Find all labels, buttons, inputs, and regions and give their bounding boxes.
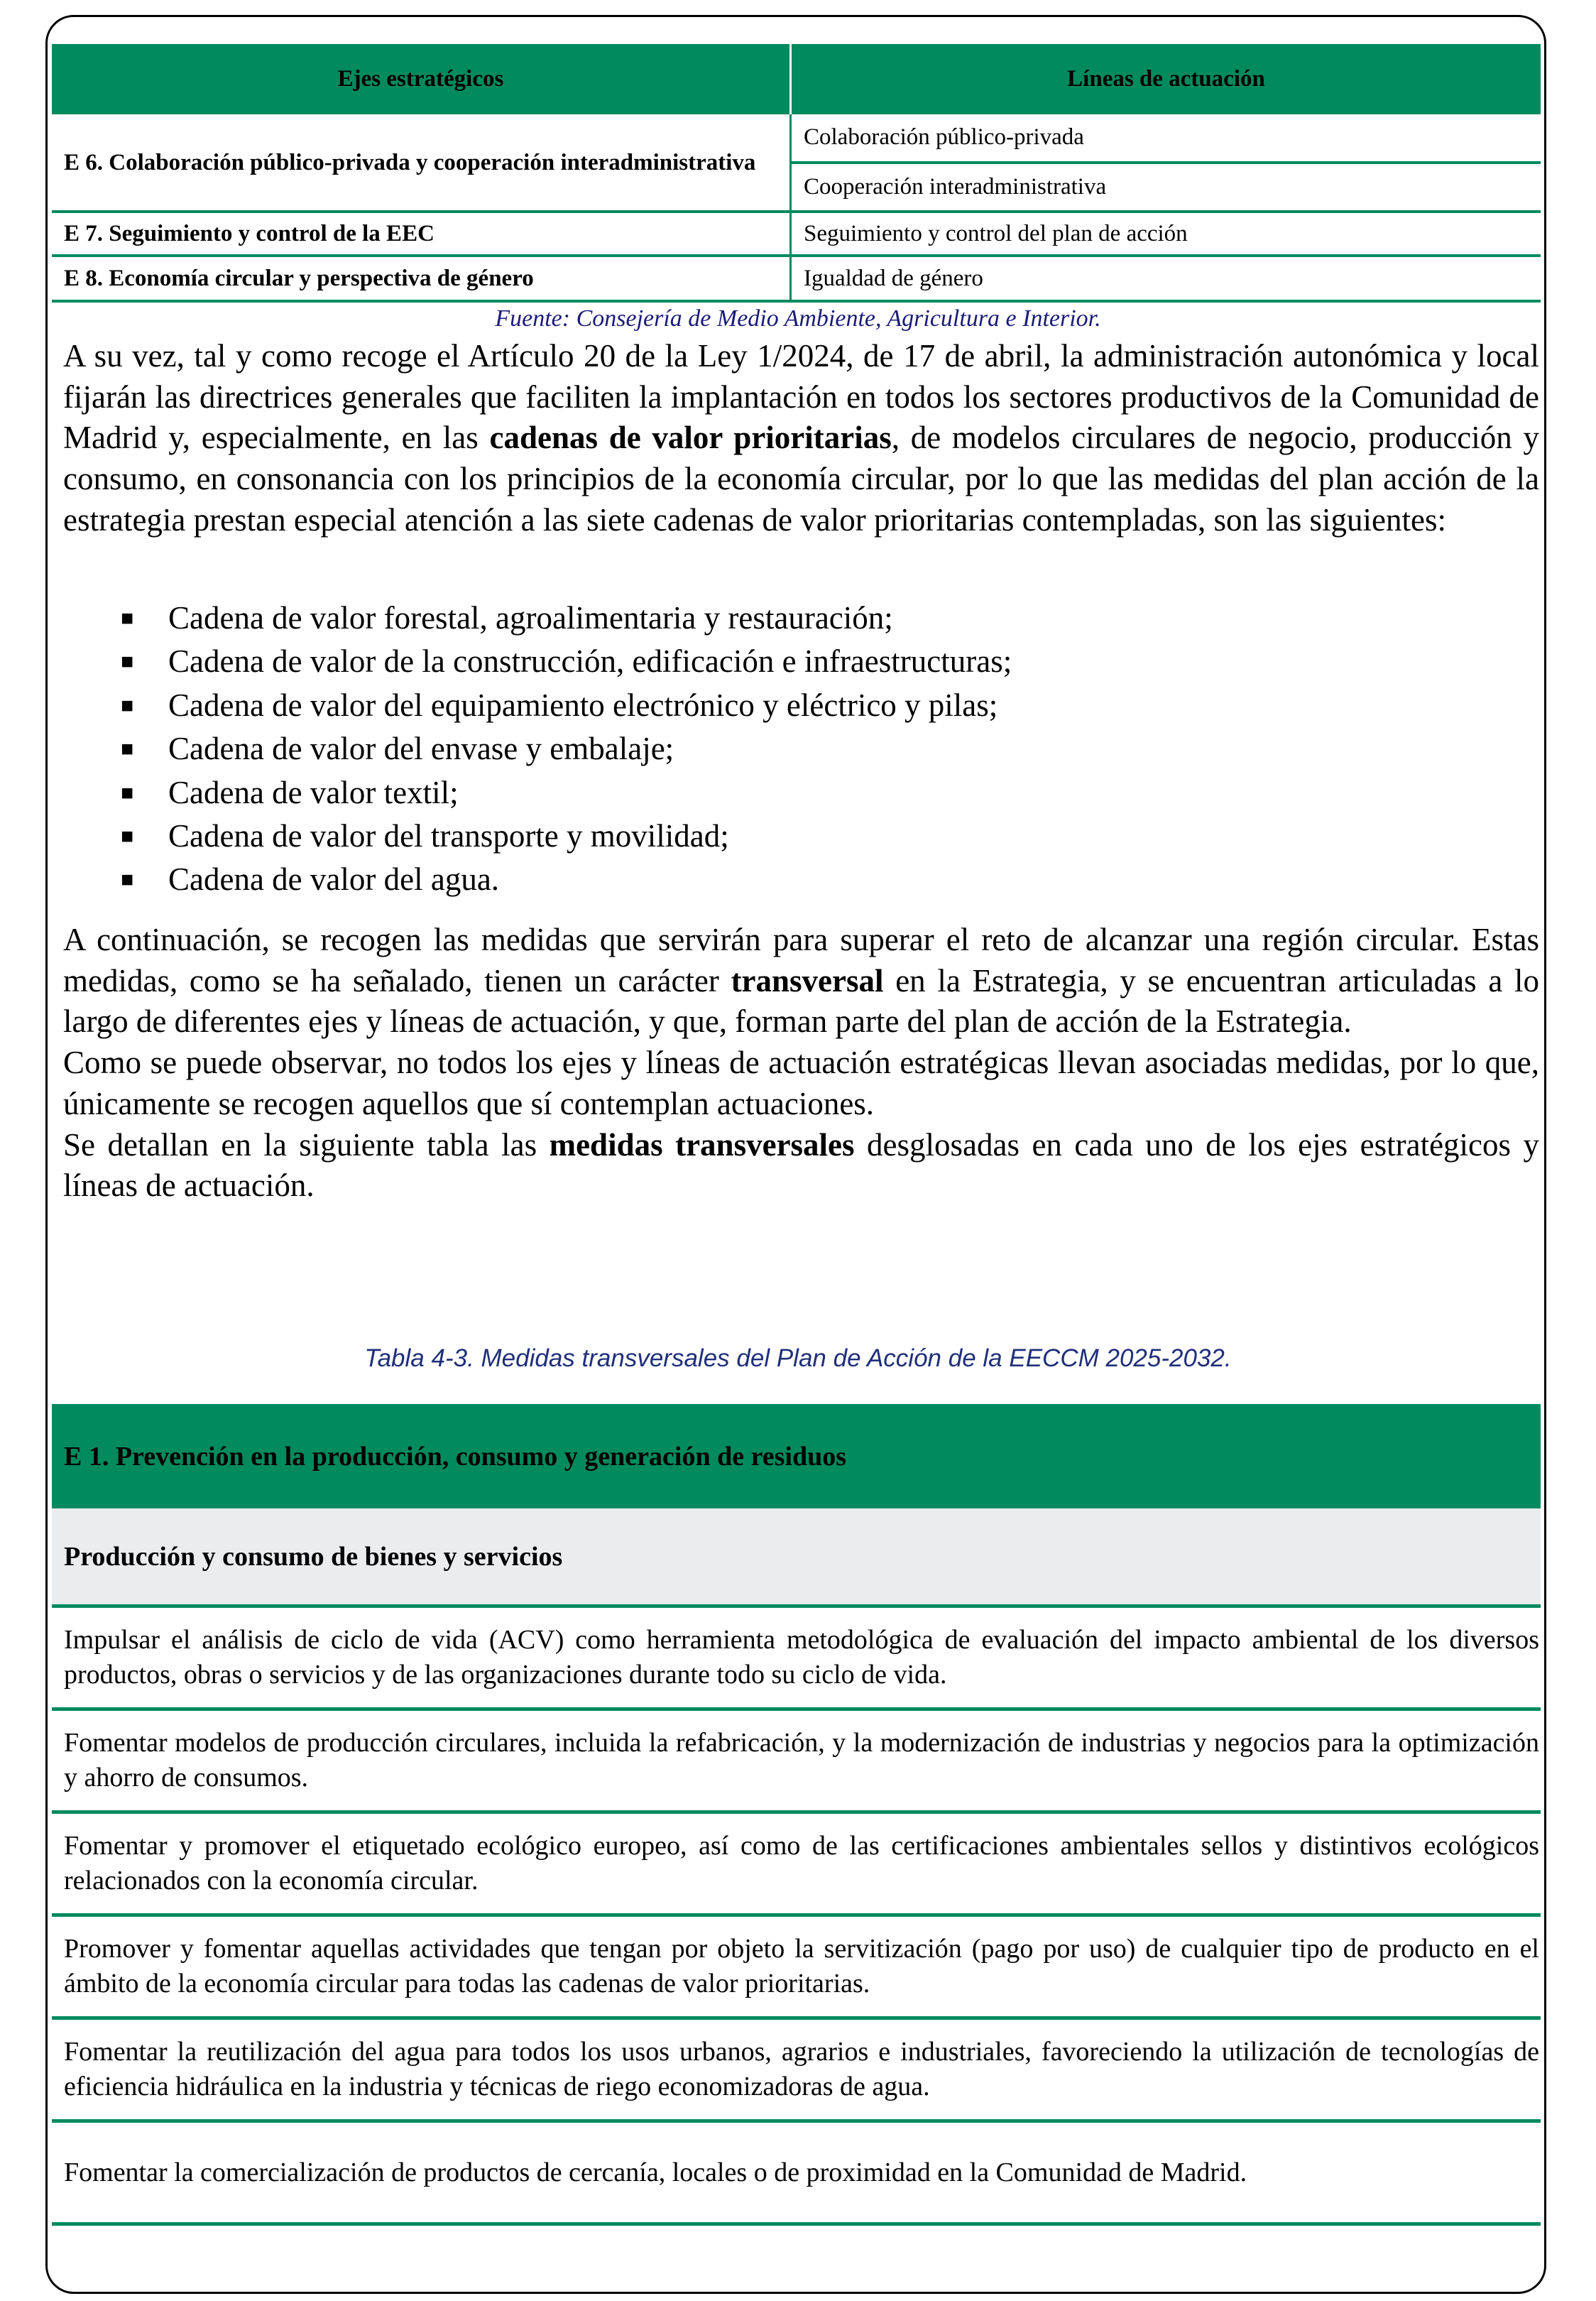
- list-item: [0, 640, 1596, 683]
- eje-header: E 1. Prevención en la producción, consumo y generación de residuos: [52, 1404, 1541, 1508]
- list-item: [0, 815, 1596, 858]
- bullet-square-icon: ■: [121, 606, 134, 630]
- paragraph: [63, 920, 1539, 1043]
- paragraph-cadenas: [63, 336, 1539, 541]
- eje-cell: E 6. Colaboración público-privada y cooperación interadministrativa: [64, 149, 756, 175]
- cadenas-list: [0, 597, 1596, 902]
- header-lineas: Líneas de actuación: [789, 44, 1541, 114]
- linea-item: Cooperación interadministrativa: [792, 161, 1541, 211]
- bullet-square-icon: ■: [121, 737, 134, 761]
- medida-text: Fomentar modelos de producción circulares, incluida la refabricación, y la modernización de industrias y negocios para la optimización y ahorro de consumos.: [64, 1728, 1539, 1793]
- table-caption: Tabla 4-3. Medidas transversales del Plan de Acción de la EECCM 2025-2032.: [364, 1344, 1232, 1372]
- list-item-text: Cadena de valor del equipamiento electrónico y eléctrico y pilas;: [168, 687, 998, 723]
- list-item: [0, 597, 1596, 640]
- table-header: [52, 44, 1541, 114]
- medida-text: Fomentar la comercialización de productos de cercanía, locales o de proximidad en la Comunidad de Madrid.: [64, 2157, 1247, 2187]
- list-item-text: Cadena de valor del transporte y movilidad;: [168, 817, 729, 854]
- lineas-cell: [789, 114, 1541, 210]
- bullet-square-icon: ■: [121, 780, 134, 805]
- text: A continuación, se recogen las medidas que servirán para superar el reto de alcanzar una región circular. Estas medidas, como se ha señalado, tienen un carácter: [63, 922, 1539, 999]
- paragraphs-medidas: [63, 920, 1539, 1207]
- list-item-text: Cadena de valor del agua.: [168, 861, 500, 898]
- bold-text: cadenas de valor prioritarias: [489, 420, 892, 456]
- ejes-lineas-table: [52, 44, 1541, 303]
- table-row: [52, 213, 1541, 257]
- list-item-text: Cadena de valor forestal, agroalimentaria y restauración;: [168, 600, 893, 636]
- linea-subheader: Producción y consumo de bienes y servicios: [52, 1508, 1541, 1608]
- medida-text: Fomentar la reutilización del agua para todos los usos urbanos, agrarios e industriales, favoreciendo la utilización de tecnologías de eficiencia hidráulica en la industria y técnicas de riego economizadoras de agua.: [64, 2037, 1539, 2101]
- eje-cell: E 7. Seguimiento y control de la EEC: [64, 221, 434, 246]
- bullet-square-icon: ■: [121, 824, 134, 848]
- medida-row: [52, 2020, 1541, 2123]
- medida-row: [52, 1608, 1541, 1711]
- linea-item: Seguimiento y control del plan de acción: [804, 220, 1188, 246]
- lineas-cell: [789, 257, 1541, 300]
- linea-item: Colaboración público-privada: [804, 124, 1084, 151]
- bullet-square-icon: ■: [121, 693, 134, 717]
- list-item: [0, 684, 1596, 727]
- medida-row: [52, 1917, 1541, 2020]
- medida-text: Promover y fomentar aquellas actividades que tengan por objeto la servitización (pago por uso) de cualquier tipo de producto en el ámbito de la economía circular para todas las cadenas de valor prioritarias.: [64, 1934, 1539, 1998]
- bullet-square-icon: ■: [121, 650, 134, 674]
- eje-cell: E 8. Economía circular y perspectiva de género: [64, 266, 534, 291]
- header-ejes: Ejes estratégicos: [337, 66, 504, 92]
- medida-row: [52, 1711, 1541, 1814]
- lineas-cell: [789, 213, 1541, 254]
- text: Se detallan en la siguiente tabla las: [63, 1126, 550, 1163]
- paragraph: Como se puede observar, no todos los ejes y líneas de actuación estratégicas llevan asociadas medidas, por lo que, únicamente se recogen aquellos que sí contemplan actuaciones.: [63, 1045, 1539, 1121]
- medida-text: Fomentar y promover el etiquetado ecológico europeo, así como de las certificaciones ambientales sellos y distintivos ecológicos relacionados con la economía circular.: [64, 1831, 1539, 1895]
- list-item-text: Cadena de valor de la construcción, edificación e infraestructuras;: [168, 643, 1012, 680]
- list-item-text: Cadena de valor textil;: [168, 774, 459, 810]
- medida-row: [52, 1814, 1541, 1917]
- text: desglosadas en cada uno de los ejes estratégicos y líneas de actuación.: [63, 1126, 1539, 1204]
- bullet-square-icon: ■: [121, 868, 134, 892]
- medida-row: [52, 2123, 1541, 2226]
- text: , de modelos circulares de negocio, producción y consumo, en consonancia con los principios de la economía circular, por lo que las medidas del plan acción de la estrategia prestan especial atención a las siete cadenas de valor prioritarias contempladas, son las siguientes:: [63, 420, 1539, 538]
- list-item-text: Cadena de valor del envase y embalaje;: [168, 731, 674, 767]
- table-row: [52, 114, 1541, 213]
- linea-item: Igualdad de género: [804, 265, 983, 291]
- bold-text: medidas transversales: [549, 1126, 855, 1163]
- medidas-table: [52, 1404, 1541, 2226]
- text: A su vez, tal y como recoge el Artículo 20 de la Ley 1/2024, de 17 de abril, la administración autonómica y local fijarán las directrices generales que faciliten la implantación en todos los sectores productivos de la Comunidad de Madrid y, especialmente, en las: [63, 338, 1539, 456]
- table-row: [52, 257, 1541, 303]
- list-item: [0, 858, 1596, 901]
- text: en la Estrategia, y se encuentran articuladas a lo largo de diferentes ejes y líneas de actuación, y que, forman parte del plan de acción de la Estrategia.: [63, 962, 1539, 1040]
- list-item: [0, 771, 1596, 815]
- paragraph: [63, 1125, 1539, 1207]
- list-item: [0, 727, 1596, 771]
- table-source: Fuente: Consejería de Medio Ambiente, Agricultura e Interior.: [495, 305, 1101, 332]
- medida-text: Impulsar el análisis de ciclo de vida (ACV) como herramienta metodológica de evaluación del impacto ambiental de los diversos productos, obras o servicios y de las organizaciones durante todo su ciclo de vida.: [64, 1625, 1539, 1690]
- bold-text: transversal: [731, 962, 884, 999]
